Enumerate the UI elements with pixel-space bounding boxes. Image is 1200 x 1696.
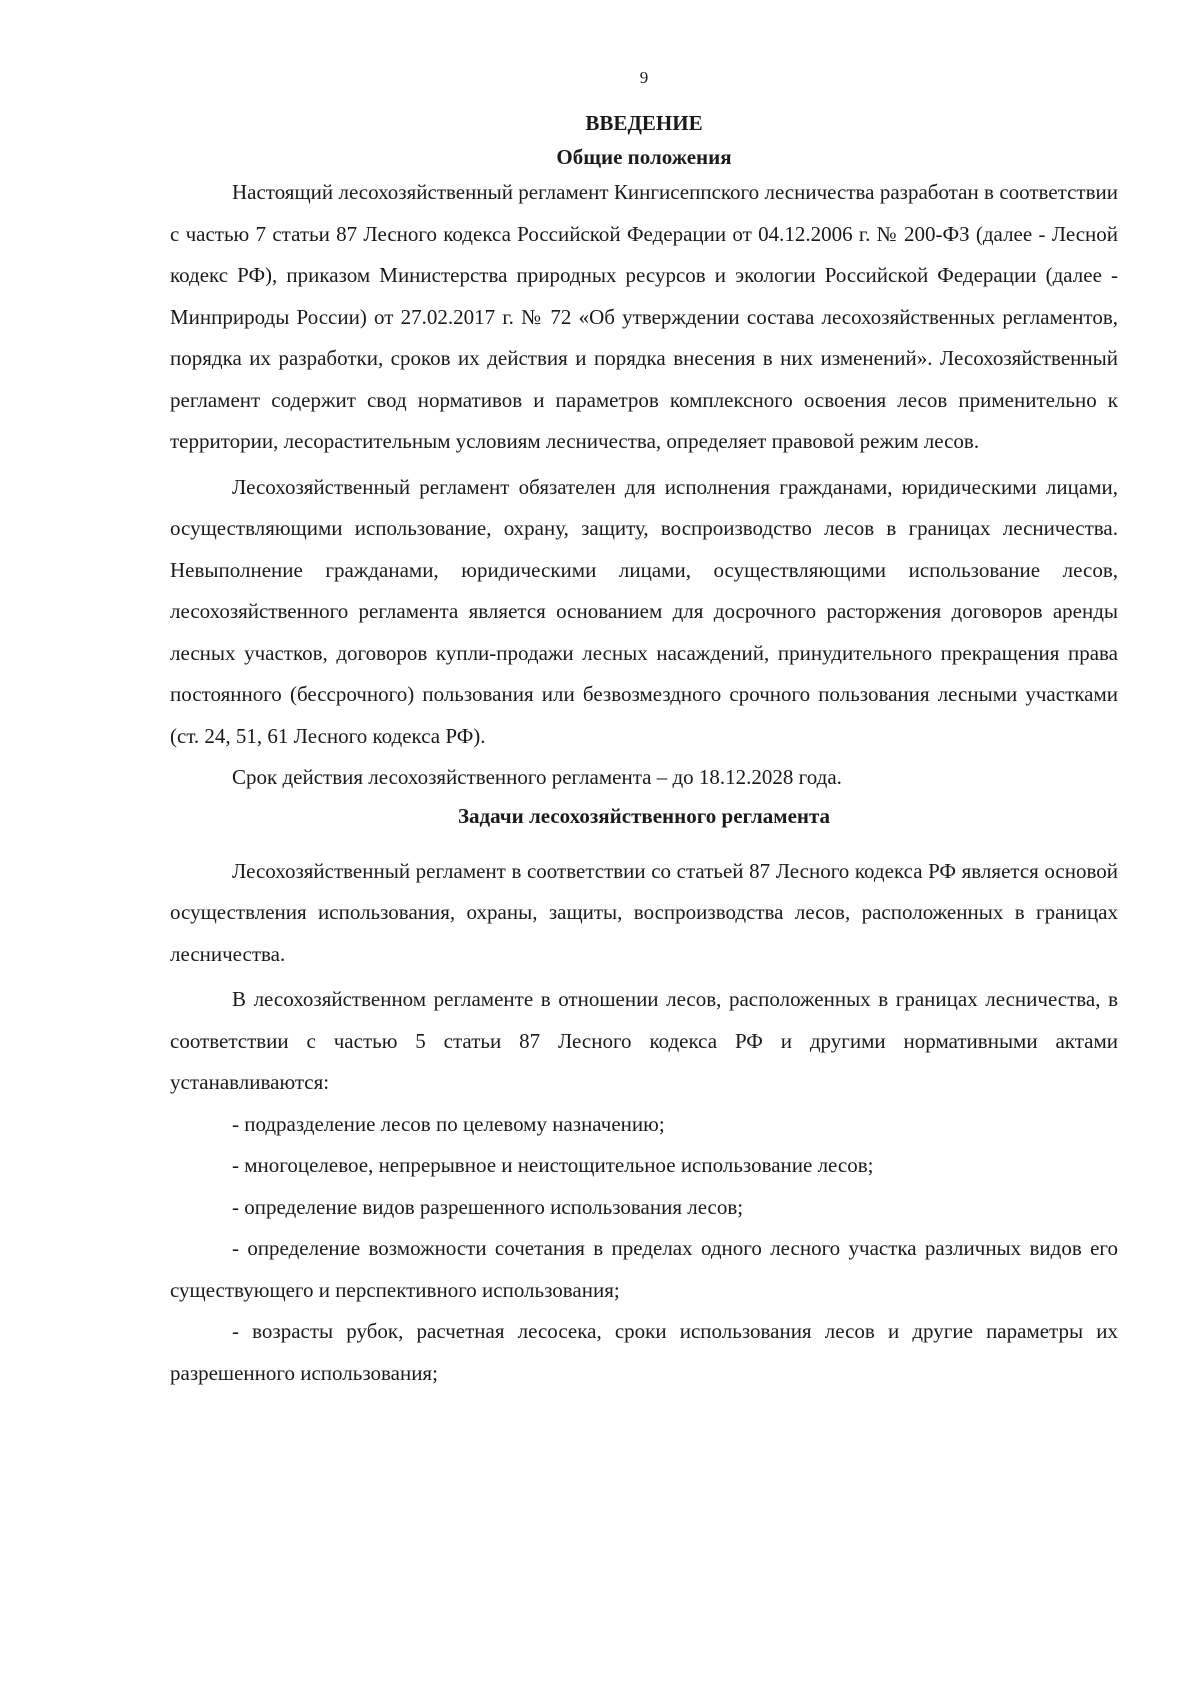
list-item: - многоцелевое, непрерывное и неистощительное использование лесов; — [232, 1153, 874, 1177]
subsection-title-tasks: Задачи лесохозяйственного регламента — [457, 803, 831, 828]
paragraph: Срок действия лесохозяйственного регламента – до 18.12.2028 года. — [232, 765, 842, 789]
list-item: - подразделение лесов по целевому назначению; — [232, 1111, 665, 1136]
list-item: - возрасты рубок, расчетная лесосека, сроки использования лесов и другие параметры их разрешенного использования; — [170, 1319, 1118, 1385]
page-number: 9 — [639, 68, 649, 87]
section-title: ВВЕДЕНИЕ — [585, 111, 703, 135]
subsection-title-general: Общие положения — [556, 145, 732, 169]
paragraph: Лесохозяйственный регламент в соответствии со статьей 87 Лесного кодекса РФ является основой осуществления использования, охраны, защиты, воспроизводства лесов, расположенных в границах лесничества. — [170, 858, 1118, 966]
paragraph: Лесохозяйственный регламент обязателен для исполнения гражданами, юридическими лицами, осуществляющими использование, охрану, защиту, воспроизводство лесов в границах лесничества. Невыполнение гражданами, юридическими лицами, осуществляющими использование лесов, лесохозяйственного регламента является основанием для досрочного расторжения договоров аренды лесных участков, договоров купли-продажи лесных насаждений, принудительного прекращения права постоянного (бессрочного) пользования или безвозмездного срочного пользования лесными участками (ст. 24, 51, 61 Лесного кодекса РФ). — [170, 474, 1118, 748]
paragraph: Настоящий лесохозяйственный регламент Кингисеппского лесничества разработан в соответствии с частью 7 статьи 87 Лесного кодекса Российской Федерации от 04.12.2006 г. № 200-ФЗ (далее - Лесной кодекс РФ), приказом Министерства природных ресурсов и экологии Российской Федерации (далее - Минприроды России) от 27.02.2017 г. № 72 «Об утверждении состава лесохозяйственных регламентов, порядка их разработки, сроков их действия и порядка внесения в них изменений». Лесохозяйственный регламент содержит свод нормативов и параметров комплексного освоения лесов применительно к территории, лесорастительным условиям лесничества, определяет правовой режим лесов. — [170, 180, 1118, 453]
list-item: - определение возможности сочетания в пределах одного лесного участка различных видов его существующего и перспективного использования; — [170, 1236, 1118, 1302]
list-item: - определение видов разрешенного использования лесов; — [232, 1194, 744, 1219]
document-page — [170, 64, 1118, 1394]
paragraph: В лесохозяйственном регламенте в отношении лесов, расположенных в границах лесничества, в соответствии с частью 5 статьи 87 Лесного кодекса РФ и другими нормативными актами устанавливаются: — [170, 987, 1118, 1094]
